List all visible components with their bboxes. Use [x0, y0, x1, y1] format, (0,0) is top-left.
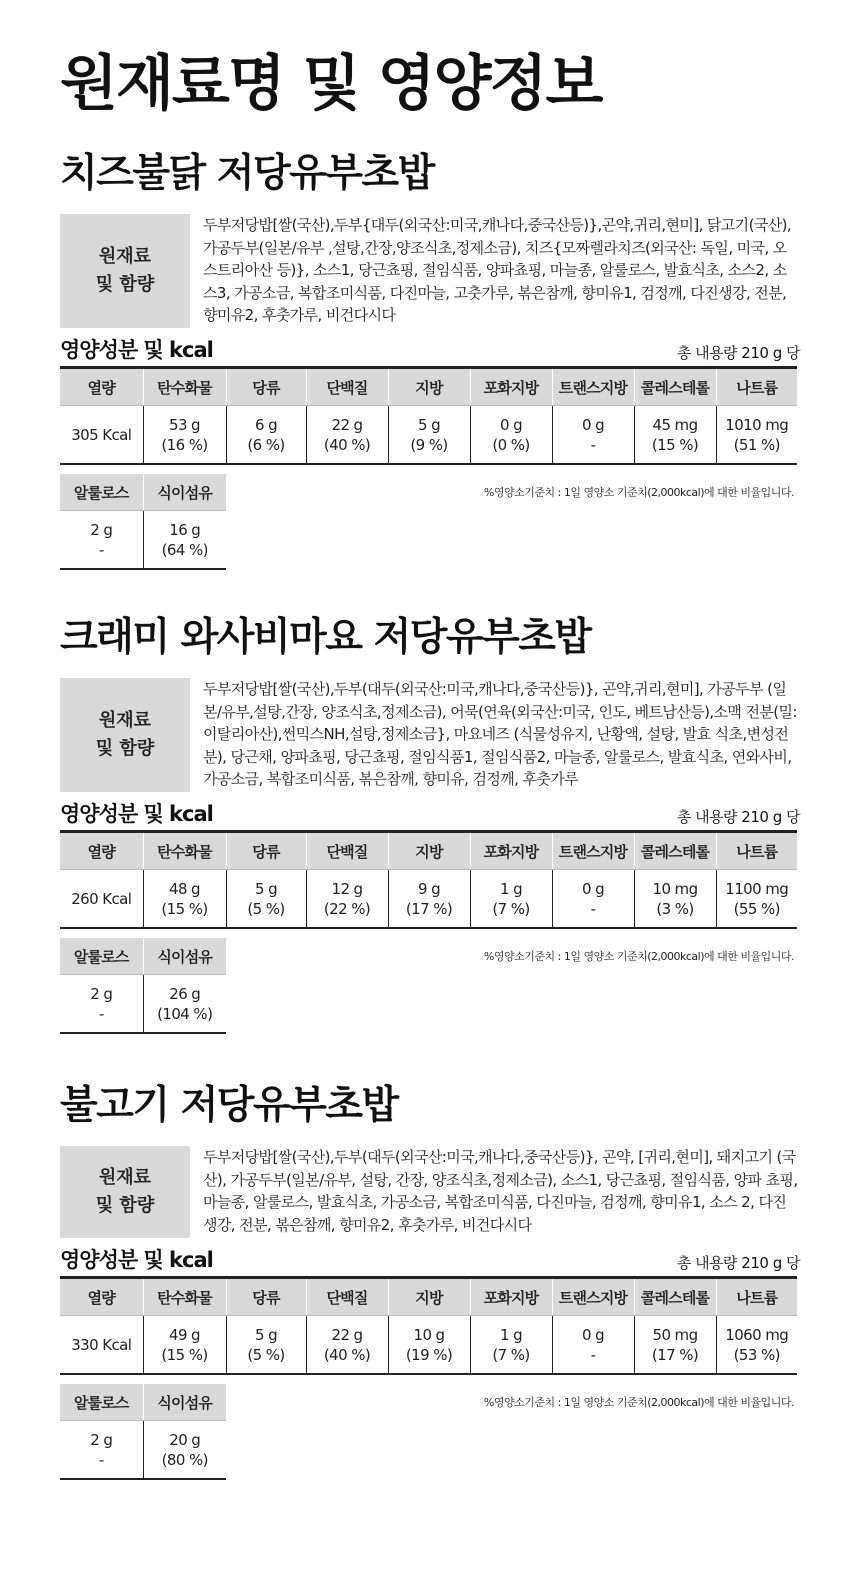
- serving-size: 총 내용량 210 g 당: [676, 1254, 800, 1272]
- ingredients-row: [60, 1146, 800, 1238]
- value-cholesterol: 10 mg (3 %): [634, 870, 716, 929]
- value-sodium: 1100 mg (55 %): [725, 879, 789, 918]
- col-header-allulose: 알룰로스: [60, 938, 143, 975]
- nutrition-value-row: [60, 1316, 797, 1375]
- product-title: 크래미 와사비마요 저당유부초밥: [60, 615, 591, 660]
- col-header-saturated-fat: 포화지방: [470, 832, 552, 870]
- value-sugars: 6 g (6 %): [226, 406, 306, 465]
- col-header-trans-fat: 트랜스지방: [552, 368, 634, 406]
- value-carbohydrate: 48 g (15 %): [143, 870, 226, 929]
- product-title: 치즈불닭 저당유부초밥: [60, 151, 434, 196]
- value-cholesterol: 45 mg (15 %): [634, 406, 716, 465]
- value-calories: 305 Kcal: [60, 406, 143, 465]
- sub-nutrition-row: [60, 474, 800, 570]
- value-dietary-fiber: 20 g (80 %): [161, 1430, 208, 1469]
- col-header-protein: 단백질: [306, 832, 388, 870]
- col-header-saturated-fat: 포화지방: [470, 368, 552, 406]
- ingredients-text: 두부저당밥[쌀(국산),두부(대두(외국산:미국,캐나다,중국산등)}, 곤약,귀리,현미], 가공두부 (일본/유부,설탕,간장, 양조식초,정제소금), 어묵(연육(외국산:미국, 인도, 베트남산등),소맥 전분(밀:이탈리아산),썬믹스NH,설탕,정제소금}, 마요네즈 (식물성유지, 난황액, 설탕, 발효 식초,변성전분), 당근채, 양파쵸핑, 당근쵸핑, 절임식품1, 절임식품2, 마늘종, 알룰로스, 발효식초, 연와사비, 가공소금, 복합조미식품, 볶은참깨, 향미유, 검정깨, 후춧가루: [203, 680, 797, 788]
- col-header-cholesterol: 콜레스테롤: [634, 832, 716, 870]
- value-protein: 22 g (40 %): [306, 406, 388, 465]
- col-header-trans-fat: 트랜스지방: [552, 832, 634, 870]
- value-saturated-fat: 0 g (0 %): [470, 406, 552, 465]
- product-title: 불고기 저당유부초밥: [60, 1083, 398, 1128]
- col-header-dietary-fiber: 식이섬유: [143, 938, 226, 975]
- value-cholesterol: 50 mg (17 %): [634, 1316, 716, 1375]
- col-header-carbohydrate: 탄수화물: [143, 832, 226, 870]
- nutrition-title: 영양성분 및 kcal: [60, 802, 213, 826]
- ingredients-label: [60, 678, 190, 792]
- sub-nutrition-row: [60, 1384, 800, 1480]
- ingredients-row: [60, 214, 800, 328]
- sub-nutrition-table: [60, 474, 226, 570]
- nutrition-title: 영양성분 및 kcal: [60, 1248, 213, 1272]
- serving-size: 총 내용량 210 g 당: [676, 808, 800, 826]
- col-header-allulose: 알룰로스: [60, 474, 143, 511]
- serving-size: 총 내용량 210 g 당: [676, 344, 800, 362]
- nutrition-table: [60, 366, 797, 465]
- value-carbohydrate: 49 g (15 %): [143, 1316, 226, 1375]
- col-header-sugars: 당류: [226, 1278, 306, 1316]
- product-section: [60, 1080, 800, 1480]
- daily-value-footnote: %영양소기준치 : 1일 영양소 기준치(2,000kcal)에 대한 비율입니다.: [483, 950, 794, 963]
- col-header-carbohydrate: 탄수화물: [143, 1278, 226, 1316]
- value-carbohydrate: 53 g (16 %): [143, 406, 226, 465]
- ingredients-text: 두부저당밥[쌀(국산),두부{대두(외국산:미국,캐나다,중국산등)},곤약,귀리,현미], 닭고기(국산), 가공두부(일본/유부 ,설탕,간장,양조식초,정제소금), 치즈{모짜렐라치즈(외국산: 독일, 미국, 오스트리아산 등)}, 소스1, 당근쵸핑, 절임식품, 양파쵸핑, 마늘종, 알룰로스, 발효식초, 소스2, 소스3, 가공소금, 복합조미식품, 다진마늘, 고춧가루, 볶은참깨, 향미유1, 검정깨, 다진생강, 전분, 향미유2, 후춧가루, 비건다시다: [203, 216, 792, 324]
- value-saturated-fat: 1 g (7 %): [470, 870, 552, 929]
- col-header-fat: 지방: [388, 832, 470, 870]
- value-dietary-fiber: 16 g (64 %): [161, 520, 208, 559]
- sub-nutrition-table: [60, 938, 226, 1034]
- col-header-dietary-fiber: 식이섬유: [143, 1384, 226, 1421]
- col-header-allulose: 알룰로스: [60, 1384, 143, 1421]
- col-header-calories: 열량: [60, 368, 143, 406]
- daily-value-footnote: %영양소기준치 : 1일 영양소 기준치(2,000kcal)에 대한 비율입니다.: [483, 486, 794, 499]
- nutrition-header-row: [60, 1278, 797, 1316]
- col-header-fat: 지방: [388, 368, 470, 406]
- value-saturated-fat: 1 g (7 %): [470, 1316, 552, 1375]
- col-header-protein: 단백질: [306, 368, 388, 406]
- product-section: [60, 148, 800, 570]
- nutrition-header-row: [60, 832, 797, 870]
- ingredients-label-line: 및 함량: [95, 738, 155, 759]
- value-calories: 260 Kcal: [60, 870, 143, 929]
- sub-nutrition-row: [60, 938, 800, 1034]
- nutrition-value-row: [60, 870, 797, 929]
- col-header-sugars: 당류: [226, 832, 306, 870]
- value-fat: 9 g (17 %): [388, 870, 470, 929]
- value-allulose: 2 g -: [60, 975, 143, 1034]
- col-header-sodium: 나트륨: [716, 832, 797, 870]
- value-fat: 5 g (9 %): [388, 406, 470, 465]
- value-sugars: 5 g (5 %): [226, 870, 306, 929]
- col-header-cholesterol: 콜레스테롤: [634, 368, 716, 406]
- col-header-fat: 지방: [388, 1278, 470, 1316]
- ingredients-label-line: 원재료: [98, 246, 152, 267]
- daily-value-footnote: %영양소기준치 : 1일 영양소 기준치(2,000kcal)에 대한 비율입니다.: [483, 1396, 794, 1409]
- ingredients-label-line: 원재료: [98, 710, 152, 731]
- ingredients-label: [60, 214, 190, 328]
- value-fat: 10 g (19 %): [388, 1316, 470, 1375]
- value-sugars: 5 g (5 %): [226, 1316, 306, 1375]
- nutrition-table: [60, 830, 797, 929]
- value-dietary-fiber: 26 g (104 %): [157, 984, 213, 1023]
- value-protein: 22 g (40 %): [306, 1316, 388, 1375]
- col-header-saturated-fat: 포화지방: [470, 1278, 552, 1316]
- product-section: [60, 612, 800, 1034]
- col-header-sugars: 당류: [226, 368, 306, 406]
- col-header-calories: 열량: [60, 1278, 143, 1316]
- nutrition-header: [60, 336, 800, 364]
- value-allulose: 2 g -: [60, 1421, 143, 1480]
- ingredients-row: [60, 678, 800, 792]
- nutrition-header: [60, 800, 800, 828]
- col-header-sodium: 나트륨: [716, 368, 797, 406]
- value-calories: 330 Kcal: [60, 1316, 143, 1375]
- value-allulose: 2 g -: [60, 511, 143, 570]
- ingredients-label-line: 및 함량: [95, 274, 155, 295]
- value-sodium: 1060 mg (53 %): [725, 1325, 789, 1364]
- value-trans-fat: 0 g -: [552, 870, 634, 929]
- col-header-carbohydrate: 탄수화물: [143, 368, 226, 406]
- nutrition-header-row: [60, 368, 797, 406]
- ingredients-label-line: 원재료: [98, 1167, 152, 1188]
- ingredients-text: 두부저당밥[쌀(국산),두부(대두(외국산:미국,캐나다,중국산등)}, 곤약, [귀리,현미], 돼지고기 (국산), 가공두부(일본/유부, 설탕, 간장, 양조식초,정제소금), 소스1, 당근쵸핑, 절임식품, 양파 쵸핑, 마늘종, 알룰로스, 발효식초, 가공소금, 복합조미식품, 다진마늘, 검정깨, 향미유1, 소스 2, 다진생강, 전분, 볶은참깨, 향미유2, 후춧가루, 비건다시다: [203, 1148, 798, 1234]
- nutrition-table: [60, 1276, 797, 1375]
- value-protein: 12 g (22 %): [306, 870, 388, 929]
- page-title: 원재료명 및 영양정보: [60, 49, 602, 119]
- col-header-calories: 열량: [60, 832, 143, 870]
- value-sodium: 1010 mg (51 %): [725, 415, 789, 454]
- col-header-dietary-fiber: 식이섬유: [143, 474, 226, 511]
- col-header-sodium: 나트륨: [716, 1278, 797, 1316]
- value-trans-fat: 0 g -: [552, 1316, 634, 1375]
- col-header-protein: 단백질: [306, 1278, 388, 1316]
- nutrition-title: 영양성분 및 kcal: [60, 338, 213, 362]
- col-header-trans-fat: 트랜스지방: [552, 1278, 634, 1316]
- ingredients-label-line: 및 함량: [95, 1195, 155, 1216]
- col-header-cholesterol: 콜레스테롤: [634, 1278, 716, 1316]
- ingredients-label: [60, 1146, 190, 1238]
- sub-nutrition-table: [60, 1384, 226, 1480]
- nutrition-value-row: [60, 406, 797, 465]
- value-trans-fat: 0 g -: [552, 406, 634, 465]
- nutrition-header: [60, 1246, 800, 1274]
